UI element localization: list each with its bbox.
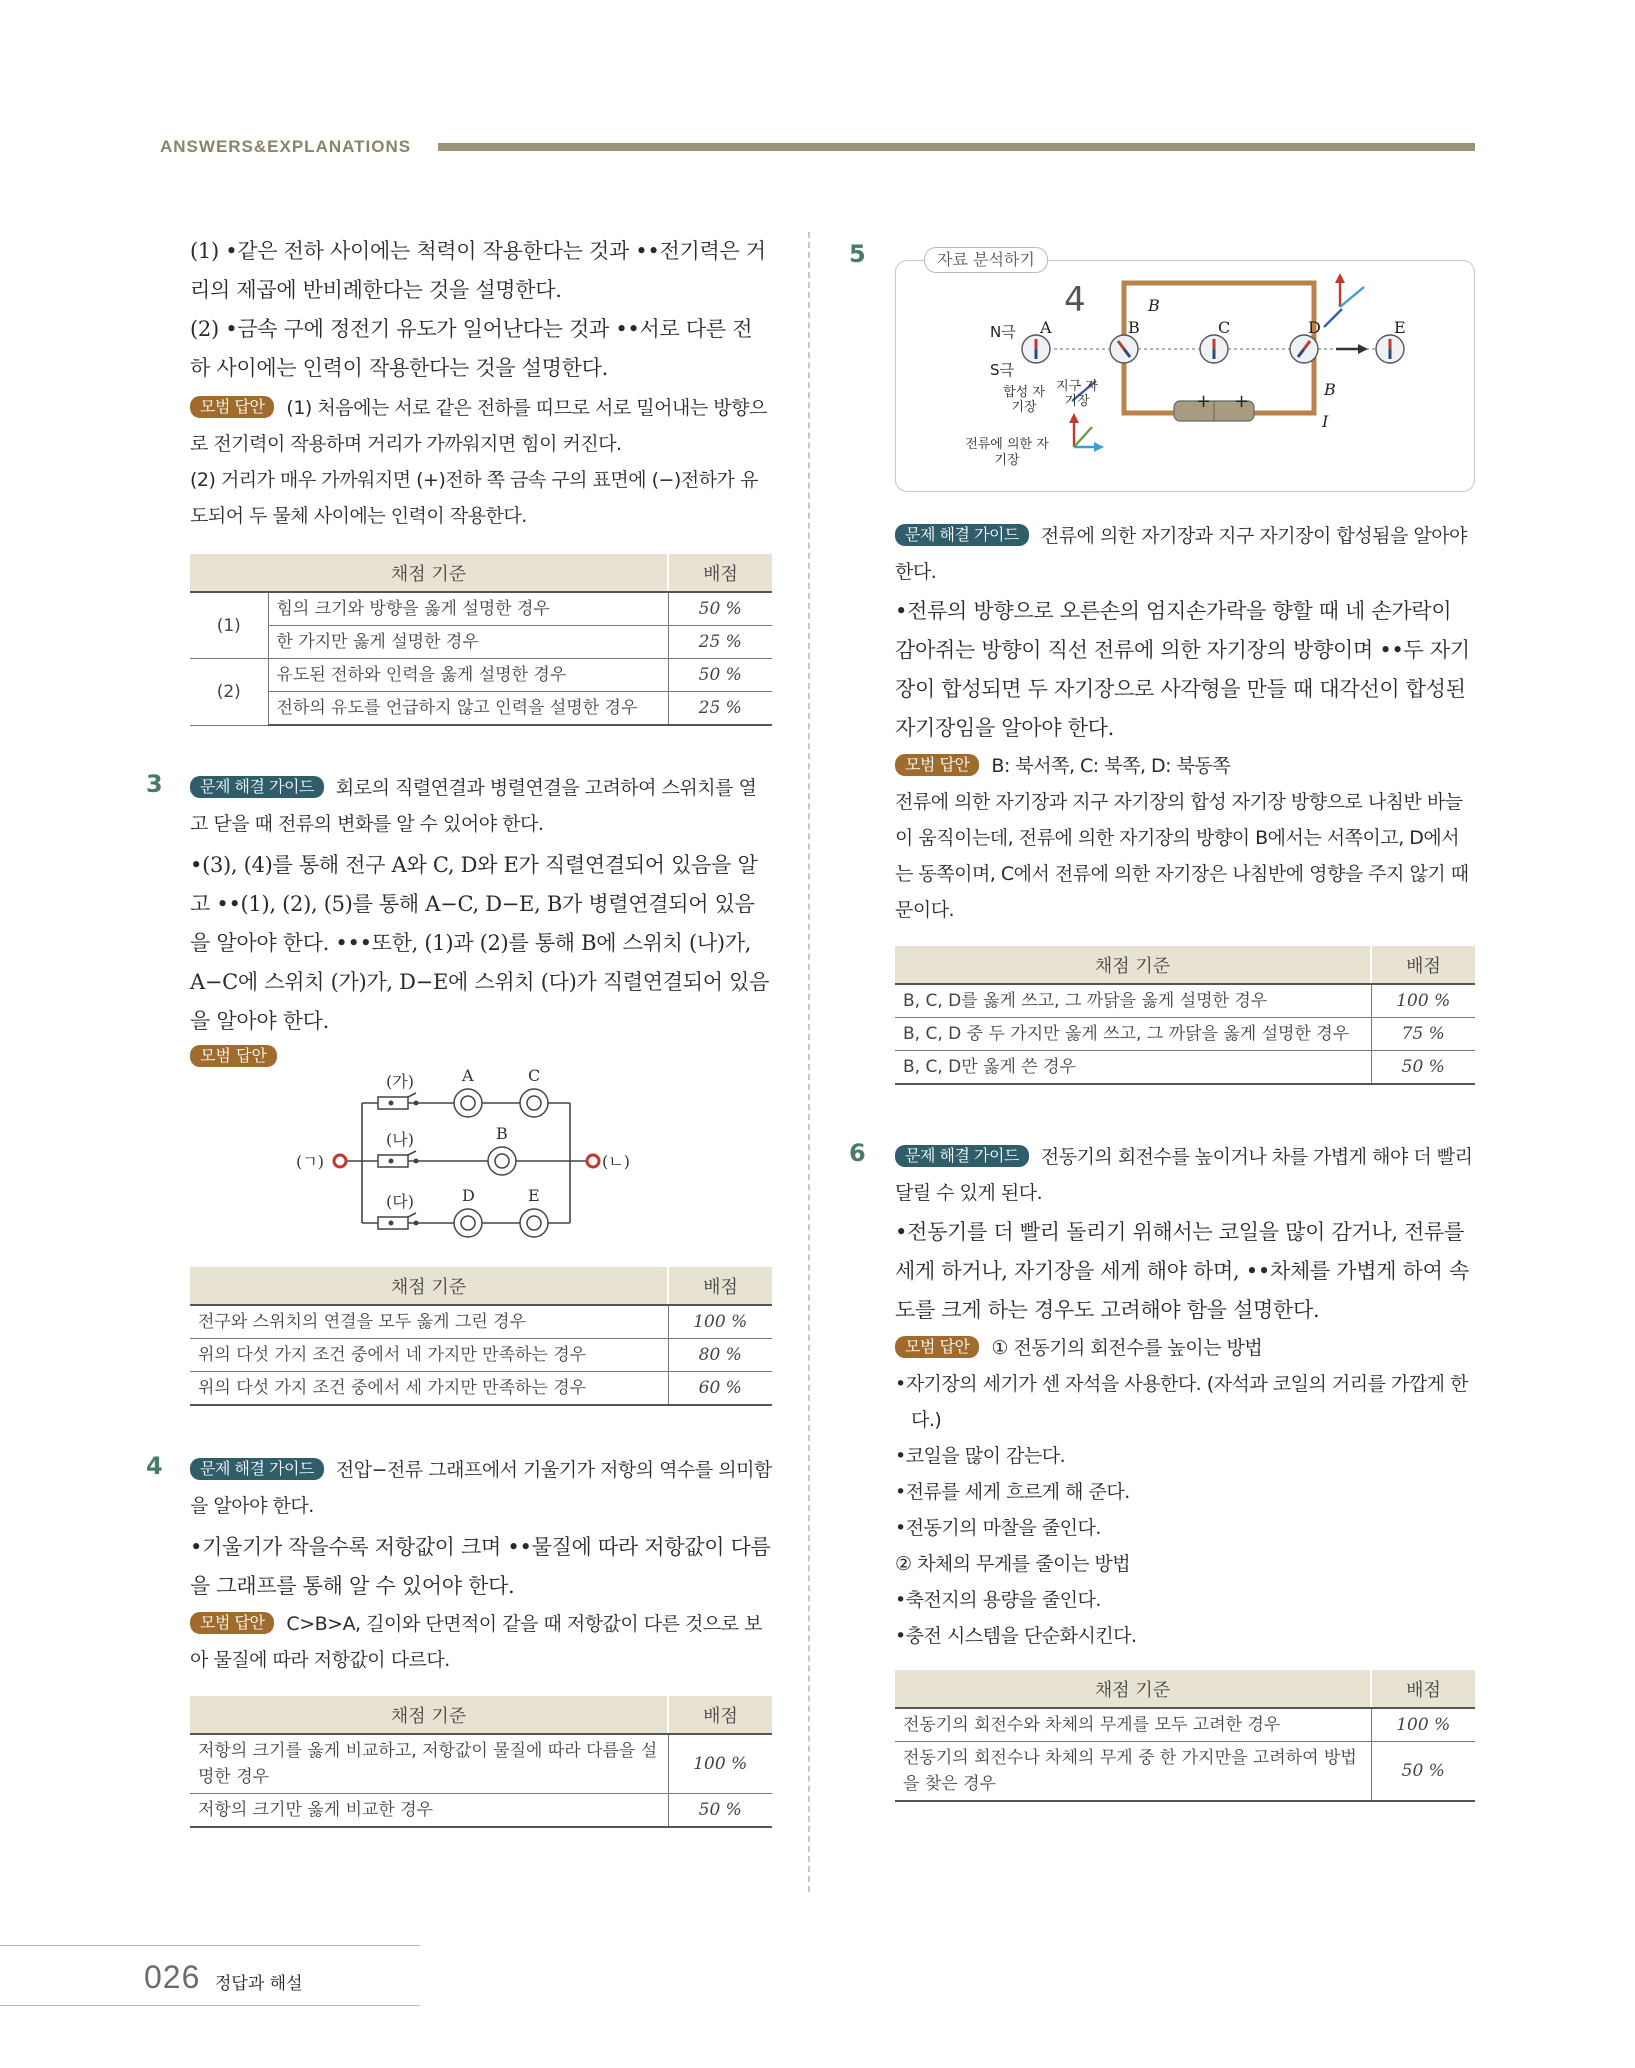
q4-answer-text: C>B>A, 길이와 단면적이 같을 때 저항값이 다른 것으로 보아 물질에 따라 저항값이 다르다. <box>190 1613 762 1671</box>
question-number: 6 <box>849 1139 866 1167</box>
table-points: 100 % <box>1371 984 1475 1018</box>
q6-guide-text: 전동기의 회전수를 높이거나 차를 가볍게 해야 더 빨리 달릴 수 있게 된다. <box>895 1146 1473 1204</box>
switch-da-label: (다) <box>386 1192 414 1211</box>
list-item: •축전지의 용량을 줄인다. <box>895 1589 1101 1611</box>
header-label: ANSWERS&EXPLANATIONS <box>160 137 412 156</box>
table-cell: 유도된 전하와 인력을 옳게 설명한 경우 <box>268 659 668 692</box>
bulb-b-label: B <box>496 1124 508 1143</box>
table-header-points: 배점 <box>1371 1670 1475 1708</box>
guide-badge: 문제 해결 가이드 <box>895 524 1029 546</box>
list-item: •자기장의 세기가 센 자석을 사용한다. (자석과 코일의 거리를 가깝게 한다.) <box>895 1373 1468 1431</box>
switch-ga-label: (가) <box>386 1072 414 1091</box>
point-d-label: D <box>1308 318 1321 337</box>
table-header-points: 배점 <box>1371 946 1475 984</box>
question-number: 3 <box>146 770 163 798</box>
table-group: (2) <box>190 659 268 726</box>
q4-guide-text: 전압−전류 그래프에서 기울기가 저항의 역수를 의미함을 알아야 한다. <box>190 1459 772 1517</box>
s-pole-label: S극 <box>990 361 1015 379</box>
table-cell: 저항의 크기만 옳게 비교한 경우 <box>190 1794 668 1828</box>
table-header-criteria: 채점 기준 <box>190 1696 668 1734</box>
table-cell: B, C, D를 옳게 쓰고, 그 까닭을 옳게 설명한 경우 <box>895 984 1371 1018</box>
q6-explain: •전동기를 더 빨리 돌리기 위해서는 코일을 많이 감거나, 전류를 세게 하거나, 자기장을 세게 해야 하며, ••차체를 가볍게 하여 속도를 크게 하는 경우도 고려해야 함을 설명한다. <box>895 1220 1469 1322</box>
q2-score-table <box>190 554 772 726</box>
q2-explain-2: (2) •금속 구에 정전기 유도가 일어난다는 것과 ••서로 다른 전하 사이에는 인력이 작용한다는 것을 설명한다. <box>190 317 753 380</box>
q5-section <box>849 240 1475 1085</box>
q3-guide <box>190 770 772 842</box>
circuit-diagram <box>190 1053 772 1253</box>
q5-answer-text: 전류에 의한 자기장과 지구 자기장의 합성 자기장 방향으로 나침반 바늘이 움직이는데, 전류에 의한 자기장의 방향이 B에서는 서쪽이고, D에서는 동쪽이며, C에서 전류에 의한 자기장은 나침반에 영향을 주지 않기 때문이다. <box>895 791 1469 921</box>
q6-guide <box>895 1139 1475 1211</box>
battery-plus-1: + <box>1196 391 1212 412</box>
table-row <box>190 659 772 692</box>
column-divider <box>808 232 810 1892</box>
field-b-right-label: B <box>1324 380 1336 399</box>
terminal-right <box>587 1155 599 1167</box>
table-cell: 전구와 스위치의 연결을 모두 옳게 그린 경우 <box>190 1305 668 1339</box>
table-cell: 저항의 크기를 옳게 비교하고, 저항값이 물질에 따라 다름을 설명한 경우 <box>190 1734 668 1794</box>
table-cell: 전동기의 회전수나 차체의 무게 중 한 가지만을 고려하여 방법을 찾은 경우 <box>895 1742 1371 1802</box>
answer-badge: 모범 답안 <box>190 1045 277 1067</box>
field-b-top-label: B <box>1148 296 1160 315</box>
q3-score-table <box>190 1267 772 1406</box>
table-points: 50 % <box>1371 1051 1475 1085</box>
bulb-a-label: A <box>462 1066 474 1085</box>
table-points: 50 % <box>668 1794 772 1828</box>
question-number: 4 <box>146 1452 163 1480</box>
current-label: I <box>1322 412 1329 431</box>
q4-guide <box>190 1452 772 1524</box>
page-footer <box>0 1945 420 2015</box>
earth-field-label: 지구 자기장 <box>1056 379 1098 409</box>
n-pole-label: N극 <box>990 323 1016 341</box>
table-cell: B, C, D 중 두 가지만 옳게 쓰고, 그 까닭을 옳게 설명한 경우 <box>895 1018 1371 1051</box>
q2-answer-1: (1) 처음에는 서로 같은 전하를 띠므로 서로 밀어내는 방향으로 전기력이 작용하며 거리가 가까워지면 힘이 커진다. <box>190 397 767 455</box>
table-header-criteria: 채점 기준 <box>190 1267 668 1305</box>
q6-bullets-2 <box>895 1582 1475 1654</box>
table-points: 50 % <box>1371 1742 1475 1802</box>
header-bar <box>438 143 1475 151</box>
table-header-criteria: 채점 기준 <box>190 554 668 592</box>
right-column <box>849 240 1475 1802</box>
answer-badge: 모범 답안 <box>895 754 979 776</box>
table-header-points: 배점 <box>668 1696 772 1734</box>
guide-badge: 문제 해결 가이드 <box>190 1458 324 1480</box>
list-item: •코일을 많이 감는다. <box>895 1445 1066 1467</box>
table-row <box>190 1794 772 1828</box>
q4-answer <box>190 1606 772 1678</box>
q4-explain: •기울기가 작을수록 저항값이 크며 ••물질에 따라 저항값이 다름을 그래프를 통해 알 수 있어야 한다. <box>190 1535 771 1598</box>
table-header-criteria: 채점 기준 <box>895 1670 1371 1708</box>
terminal-left <box>334 1155 346 1167</box>
question-number: 5 <box>849 240 866 268</box>
q6-bullets-1 <box>895 1366 1475 1546</box>
table-cell: 힘의 크기와 방향을 옳게 설명한 경우 <box>268 592 668 626</box>
terminal-left-label: (ㄱ) <box>296 1152 324 1171</box>
q3-section <box>146 770 772 1406</box>
table-header-points: 배점 <box>668 554 772 592</box>
q5-explain: •전류의 방향으로 오른손의 엄지손가락을 향할 때 네 손가락이 감아쥐는 방향이 직선 전류에 의한 자기장의 방향이며 ••두 자기장이 합성되면 두 자기장으로 사각형을 만들 때 대각선이 합성된 자기장임을 알아야 한다. <box>895 599 1470 740</box>
list-item: •전동기의 마찰을 줄인다. <box>895 1517 1101 1539</box>
list-item: •전류를 세게 흐르게 해 준다. <box>895 1481 1130 1503</box>
point-c-label: C <box>1218 318 1231 337</box>
q2-answer <box>190 390 772 462</box>
table-cell: 한 가지만 옳게 설명한 경우 <box>268 626 668 659</box>
table-header-criteria: 채점 기준 <box>895 946 1371 984</box>
answer-badge: 모범 답안 <box>190 1612 274 1634</box>
q5-answer-head: B: 북서쪽, C: 북쪽, D: 북동쪽 <box>991 755 1231 777</box>
table-points: 25 % <box>668 692 772 726</box>
footer-rule-top <box>0 1945 420 1946</box>
table-cell: 위의 다섯 가지 조건 중에서 세 가지만 만족하는 경우 <box>190 1372 668 1406</box>
q5-score-table <box>895 946 1475 1085</box>
table-row <box>190 1372 772 1406</box>
table-points: 50 % <box>668 592 772 626</box>
footer-title: 정답과 해설 <box>215 1974 303 1994</box>
current-field-label: 전류에 의한 자기장 <box>965 437 1049 468</box>
table-row <box>190 1305 772 1339</box>
q6-answer-head-2: ② 차체의 무게를 줄이는 방법 <box>895 1553 1131 1575</box>
page-number: 026 <box>144 1959 201 1995</box>
table-cell: 전하의 유도를 언급하지 않고 인력을 설명한 경우 <box>268 692 668 726</box>
q5-answer <box>895 748 1475 784</box>
q3-guide-text: 회로의 직렬연결과 병렬연결을 고려하여 스위치를 열고 닫을 때 전류의 변화를 알 수 있어야 한다. <box>190 777 757 835</box>
table-cell: 위의 다섯 가지 조건 중에서 네 가지만 만족하는 경우 <box>190 1339 668 1372</box>
table-points: 25 % <box>668 626 772 659</box>
table-points: 100 % <box>1371 1708 1475 1742</box>
table-cell: B, C, D만 옳게 쓴 경우 <box>895 1051 1371 1085</box>
diagram-label-4: 4 <box>1064 280 1086 320</box>
bulb-d-label: D <box>462 1186 475 1205</box>
bulb-e-label: E <box>528 1186 540 1205</box>
table-row <box>895 984 1475 1018</box>
answer-badge: 모범 답안 <box>895 1336 979 1358</box>
page-header <box>160 137 1475 161</box>
bulb-c-label: C <box>528 1066 541 1085</box>
table-row <box>190 1734 772 1794</box>
q5-diagram-box <box>895 250 1475 492</box>
list-item: •충전 시스템을 단순화시킨다. <box>895 1625 1137 1647</box>
q5-guide <box>895 518 1475 590</box>
guide-badge: 문제 해결 가이드 <box>190 776 324 798</box>
q6-section <box>849 1139 1475 1802</box>
table-cell: 전동기의 회전수와 차체의 무게를 모두 고려한 경우 <box>895 1708 1371 1742</box>
q6-answer-head: ① 전동기의 회전수를 높이는 방법 <box>991 1337 1263 1359</box>
battery-plus-2: + <box>1234 391 1250 412</box>
table-row <box>895 1051 1475 1085</box>
q6-answer <box>895 1330 1475 1366</box>
q6-score-table <box>895 1670 1475 1802</box>
q2-explain-1: (1) •같은 전하 사이에는 척력이 작용한다는 것과 ••전기력은 거리의 제곱에 반비례한다는 것을 설명한다. <box>190 239 766 302</box>
table-points: 50 % <box>668 659 772 692</box>
table-points: 80 % <box>668 1339 772 1372</box>
table-row <box>190 626 772 659</box>
combined-field-label: 합성 자기장 <box>1003 385 1045 415</box>
left-column <box>146 232 772 1828</box>
q5-guide-text: 전류에 의한 자기장과 지구 자기장이 합성됨을 알아야 한다. <box>895 525 1467 583</box>
point-e-label: E <box>1394 318 1406 337</box>
terminal-right-label: (ㄴ) <box>602 1152 630 1171</box>
table-row <box>895 1742 1475 1802</box>
q3-explain: •(3), (4)를 통해 전구 A와 C, D와 E가 직렬연결되어 있음을 알고 ••(1), (2), (5)를 통해 A−C, D−E, B가 병렬연결되어 있음을 알아야 한다. •••또한, (1)과 (2)를 통해 B에 스위치 (나)가, A−C에 스위치 (가)가, D−E에 스위치 (다)가 직렬연결되어 있음을 알아야 한다. <box>190 853 770 1033</box>
table-row <box>895 1018 1475 1051</box>
table-row <box>190 1339 772 1372</box>
point-b-label: B <box>1128 318 1140 337</box>
table-points: 60 % <box>668 1372 772 1406</box>
table-header-points: 배점 <box>668 1267 772 1305</box>
diagram-tag: 자료 분석하기 <box>924 247 1048 273</box>
table-points: 100 % <box>668 1305 772 1339</box>
switch-na-label: (나) <box>386 1130 414 1149</box>
table-points: 100 % <box>668 1734 772 1794</box>
magnetic-field-diagram <box>896 261 1474 491</box>
table-group: (1) <box>190 592 268 659</box>
table-row <box>190 592 772 626</box>
q4-score-table <box>190 1696 772 1828</box>
footer-rule-bottom <box>0 2005 420 2006</box>
guide-badge: 문제 해결 가이드 <box>895 1145 1029 1167</box>
table-points: 75 % <box>1371 1018 1475 1051</box>
table-row <box>895 1708 1475 1742</box>
q4-section <box>146 1452 772 1828</box>
q2-answer-2: (2) 거리가 매우 가까워지면 (+)전하 쪽 금속 구의 표면에 (−)전하가 유도되어 두 물체 사이에는 인력이 작용한다. <box>190 469 758 527</box>
point-a-label: A <box>1040 318 1052 337</box>
table-row <box>190 692 772 726</box>
answer-badge: 모범 답안 <box>190 396 274 418</box>
